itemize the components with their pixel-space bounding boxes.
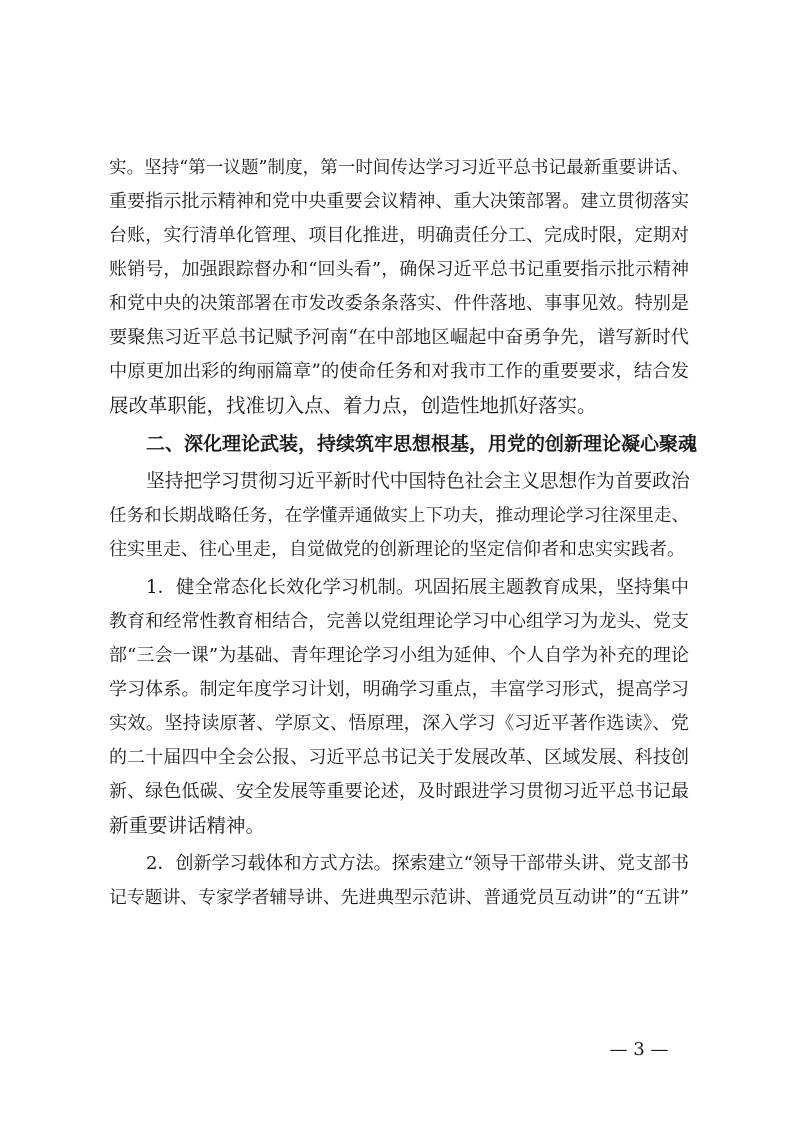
body-text-line: 任务和长期战略任务，在学懂弄通做实上下功夫，推动理论学习往深里走、 xyxy=(109,506,689,526)
body-text-line: 2．创新学习载体和方式方法。探索建立“领导干部带头讲、党支部书 xyxy=(146,853,689,874)
body-text-line: 重要指示批示精神和党中央重要会议精神、重大决策部署。建立贯彻落实 xyxy=(109,191,689,212)
page-number: — 3 — xyxy=(609,1039,669,1060)
body-text-line: 教育和经常性教育相结合，完善以党组理论学习中心组学习为龙头、党支 xyxy=(109,611,689,632)
body-text-line: 账销号，加强跟踪督办和“回头看”，确保习近平总书记重要指示批示精神 xyxy=(109,259,689,280)
body-text-line: 往实里走、往心里走，自觉做党的创新理论的坚定信仰者和忠实实践者。 xyxy=(109,539,685,560)
body-text-line: 和党中央的决策部署在市发改委条条落实、件件落地、事事见效。特别是 xyxy=(109,293,689,314)
body-text-line: 新重要讲话精神。 xyxy=(109,814,266,837)
section-heading: 二、深化理论武装，持续筑牢思想根基，用党的创新理论凝心聚魂 xyxy=(146,433,698,455)
body-text-line: 实效。坚持读原著、学原文、悟原理，深入学习《习近平著作选读》、党 xyxy=(109,713,689,734)
body-text-line: 中原更加出彩的绚丽篇章”的使命任务和对我市工作的重要要求，结合发 xyxy=(109,361,689,382)
body-text-line: 记专题讲、专家学者辅导讲、先进典型示范讲、普通党员互动讲”的“五讲” xyxy=(109,888,689,908)
body-text-line: 部“三会一课”为基础、青年理论学习小组为延伸、个人自学为补充的理论 xyxy=(109,645,689,666)
body-text-line: 实。坚持“第一议题”制度，第一时间传达学习习近平总书记最新重要讲话、 xyxy=(109,158,689,178)
body-text-line: 1．健全常态化长效化学习机制。巩固拓展主题教育成果，坚持集中 xyxy=(146,577,689,598)
body-text-line: 学习体系。制定年度学习计划，明确学习重点，丰富学习形式，提高学习 xyxy=(109,679,689,700)
body-text-line: 要聚焦习近平总书记赋予河南“在中部地区崛起中奋勇争先，谱写新时代 xyxy=(109,327,689,348)
body-text-line: 展改革职能，找准切入点、着力点，创造性地抓好落实。 xyxy=(109,394,597,417)
body-text-line: 坚持把学习贯彻习近平新时代中国特色社会主义思想作为首要政治 xyxy=(146,471,690,492)
body-text-line: 台账，实行清单化管理、项目化推进，明确责任分工、完成时限，定期对 xyxy=(109,225,689,246)
body-text-line: 新、绿色低碳、安全发展等重要论述，及时跟进学习贯彻习近平总书记最 xyxy=(109,781,689,802)
body-text-line: 的二十届四中全会公报、习近平总书记关于发展改革、区域发展、科技创 xyxy=(109,747,689,768)
